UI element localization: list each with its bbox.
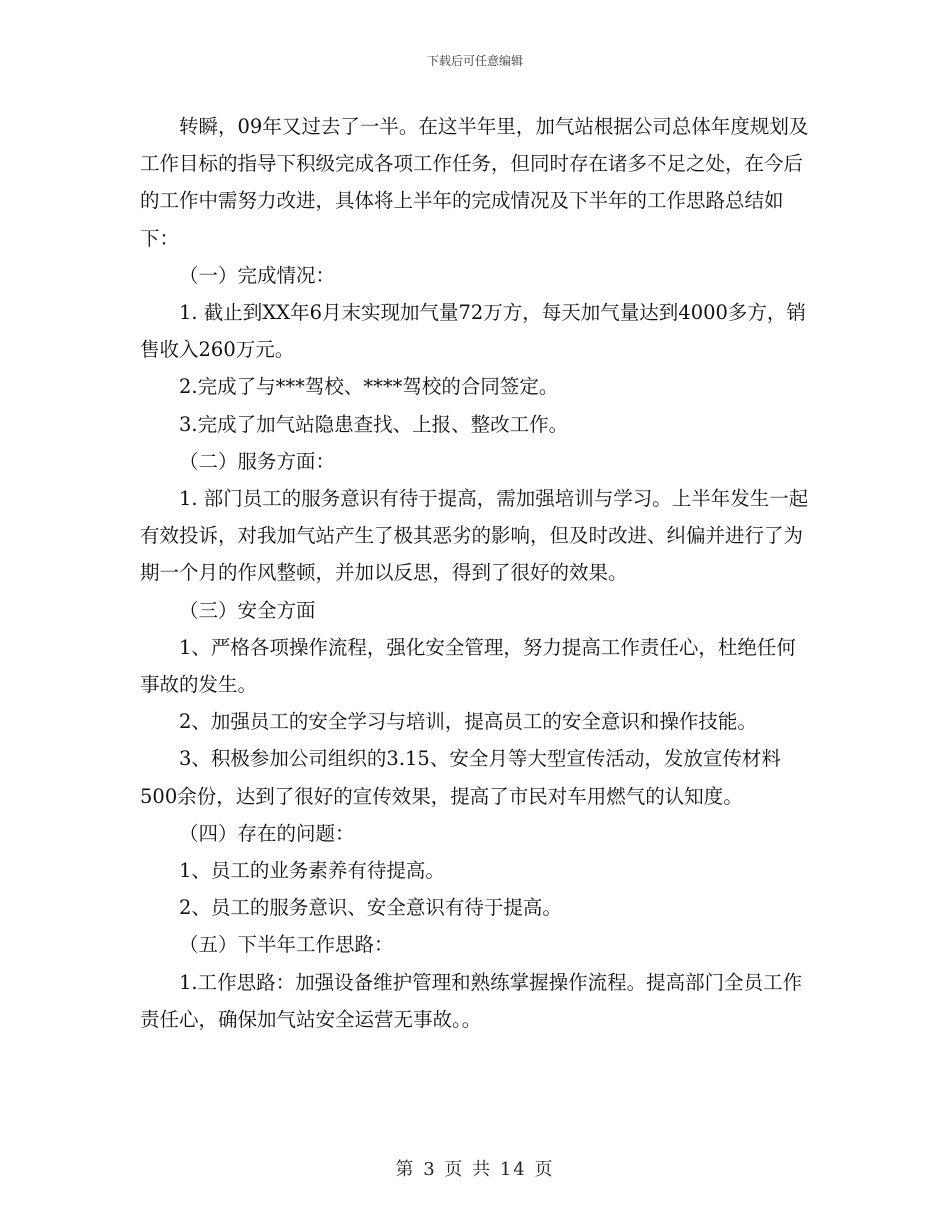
page-number: 第 3 页 共 14 页 (395, 1159, 555, 1180)
section-heading-safety: （三）安全方面 (179, 598, 316, 622)
paragraph: 1、严格各项操作流程，强化安全管理，努力提高工作责任心，杜绝任何事故的发生。 (140, 635, 796, 697)
paragraph: 1.工作思路：加强设备维护管理和熟练掌握操作流程。提高部门全员工作责任心，确保加气站安全运营无事故。。 (140, 970, 803, 1031)
page-header: 下载后可任意编辑 (426, 54, 523, 68)
paragraph: 1. 部门员工的服务意识有待于提高，需加强培训与学习。上半年发生一起有效投诉，对我加气站产生了极其恶劣的影响，但及时改进、纠偏并进行了为期一个月的作风整顿，并加以反思，得到了很好的效果。 (140, 487, 809, 585)
paragraph: 2.完成了与***驾校、****驾校的合同签定。 (179, 375, 559, 399)
paragraph: 1、员工的业务素养有待提高。 (179, 859, 445, 883)
paragraph: 2、加强员工的安全学习与培训，提高员工的安全意识和操作技能。 (179, 710, 757, 734)
section-heading-completion: （一）完成情况： (179, 263, 336, 287)
paragraph: 2、员工的服务意识、安全意识有待于提高。 (179, 896, 562, 920)
section-heading-service: （二）服务方面： (179, 449, 336, 473)
section-heading-problems: （四）存在的问题： (179, 821, 355, 845)
intro-paragraph: 转瞬，09年又过去了一半。在这半年里，加气站根据公司总体年度规划及工作目标的指导下积级完成各项工作任务，但同时存在诸多不足之处，在今后的工作中需努力改进，具体将上半年的完成情况及下半年的工作思路总结如下： (140, 115, 809, 250)
paragraph: 3、积极参加公司组织的3.15、安全月等大型宣传活动，发放宣传材料500余份，达到了很好的宣传效果，提高了市民对车用燃气的认知度。 (140, 747, 781, 808)
paragraph: 1. 截止到XX年6月末实现加气量72万方，每天加气量达到4000多方，销售收入260万元。 (140, 301, 806, 362)
section-heading-plan: （五）下半年工作思路： (179, 933, 394, 957)
paragraph: 3.完成了加气站隐患查找、上报、整改工作。 (179, 412, 569, 436)
document-body (140, 108, 810, 1038)
